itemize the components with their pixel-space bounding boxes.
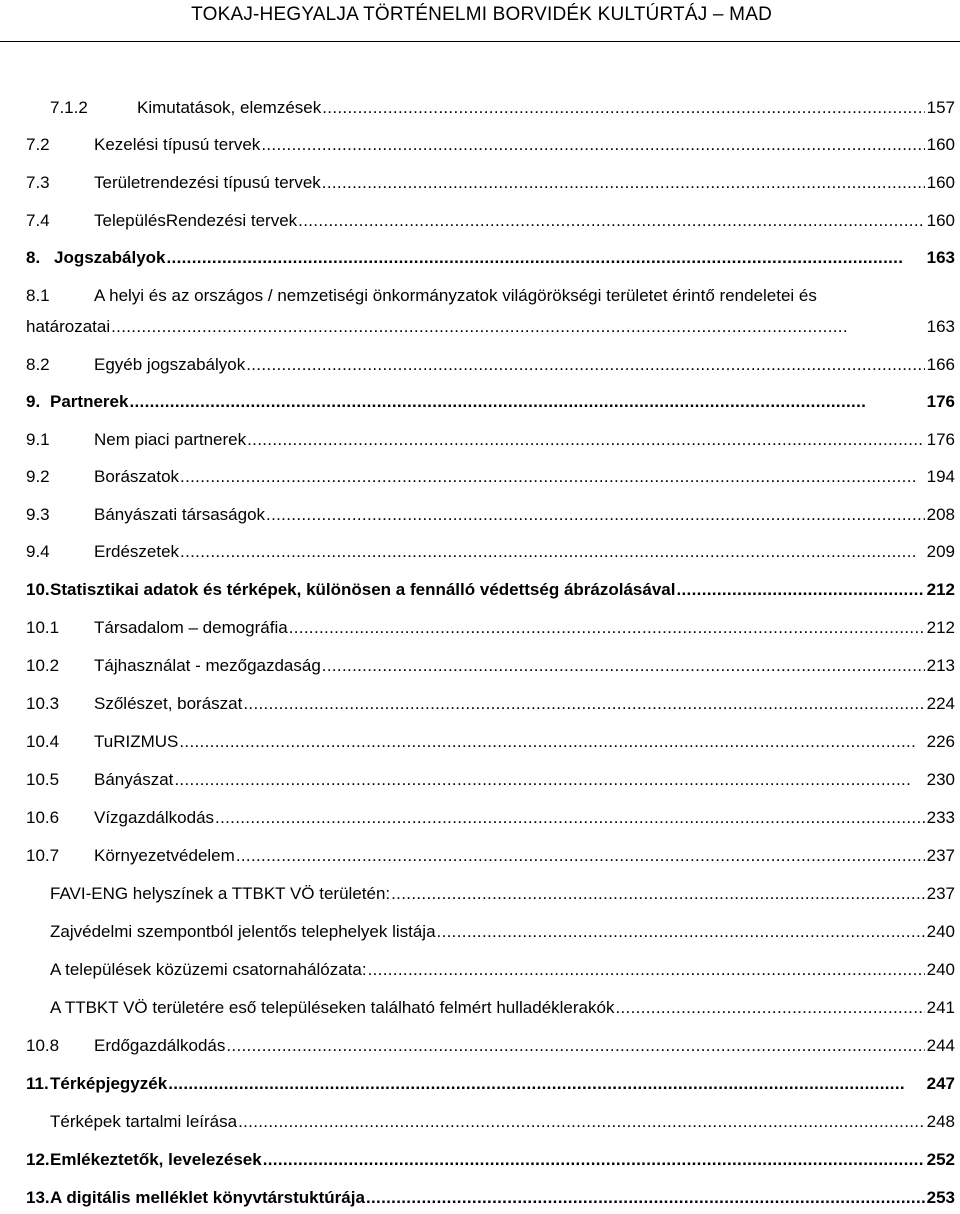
toc-entry-number: 10.	[26, 580, 50, 599]
toc-entry[interactable]	[0, 98, 960, 124]
toc-entry-title: Emlékeztetők, levelezések	[50, 1150, 262, 1169]
toc-entry-number: 8.2	[26, 355, 50, 374]
dot-leader	[322, 173, 925, 193]
toc-entry[interactable]	[0, 173, 960, 199]
toc-entry-title: Egyéb jogszabályok	[94, 355, 246, 374]
dot-leader	[226, 1036, 924, 1056]
toc-entry-page-number: 213	[926, 656, 955, 675]
page-header	[0, 0, 960, 42]
dot-leader	[298, 211, 924, 231]
toc-entry-page-number: 209	[926, 542, 955, 561]
toc-entry-number: 7.4	[26, 211, 50, 230]
toc-entry-title: Nem piaci partnerek	[94, 430, 247, 449]
toc-entry-number: 7.2	[26, 135, 50, 154]
dot-leader	[238, 1112, 925, 1132]
toc-entry-page-number: 230	[926, 770, 955, 789]
toc-entry-number: 9.4	[26, 542, 50, 561]
toc-entry[interactable]	[0, 1112, 960, 1138]
toc-entry-page-number: 176	[926, 430, 955, 449]
toc-entry-page-number: 157	[926, 98, 955, 117]
toc-entry-title: Kezelési típusú tervek	[94, 135, 261, 154]
toc-entry-number: 9.1	[26, 430, 50, 449]
toc-entry-page-number: 226	[926, 732, 955, 751]
toc-entry-page-number: 248	[926, 1112, 955, 1131]
dot-leader	[391, 884, 924, 904]
toc-entry-number: 7.3	[26, 173, 50, 192]
toc-entry-page-number: 233	[926, 808, 955, 827]
toc-entry-page-number: 212	[926, 580, 955, 599]
toc-entry[interactable]	[0, 580, 960, 606]
dot-leader	[236, 846, 925, 866]
dot-leader	[246, 355, 924, 375]
toc-entry[interactable]	[0, 505, 960, 531]
dot-leader	[179, 732, 924, 752]
dot-leader	[368, 960, 925, 980]
toc-entry-page-number: 241	[926, 998, 955, 1017]
dot-leader	[322, 98, 924, 118]
toc-entry-page-number: 166	[926, 355, 955, 374]
toc-entry[interactable]	[0, 430, 960, 456]
dot-leader	[243, 694, 924, 714]
toc-entry-title: A TTBKT VÖ területére eső településeken található felmért hulladéklerakók	[50, 998, 615, 1017]
toc-entry-title: Térképek tartalmi leírása	[50, 1112, 238, 1131]
toc-entry[interactable]	[0, 922, 960, 948]
toc-entry[interactable]	[0, 732, 960, 758]
toc-entry-page-number: 240	[926, 922, 955, 941]
toc-entry-title: Szőlészet, borászat	[94, 694, 243, 713]
toc-entry-title: A digitális melléklet könyvtárstuktúrája	[50, 1188, 365, 1207]
toc-entry[interactable]	[0, 542, 960, 568]
dot-leader	[366, 1188, 925, 1208]
dot-leader	[247, 430, 925, 450]
toc-entry-page-number: 160	[926, 211, 955, 230]
toc-entry[interactable]	[0, 998, 960, 1024]
toc-entry-title: Jogszabályok	[54, 248, 166, 267]
toc-entry-number: 11.	[26, 1074, 49, 1093]
toc-entry-page-number: 224	[926, 694, 955, 713]
toc-entry-title: Vízgazdálkodás	[94, 808, 215, 827]
dot-leader	[180, 542, 925, 562]
toc-entry-title: Társadalom – demográfia	[94, 618, 288, 637]
toc-entry-number: 8.	[26, 248, 41, 267]
dot-leader	[129, 392, 924, 412]
toc-entry-title: Erdészetek	[94, 542, 180, 561]
dot-leader	[263, 1150, 925, 1170]
toc-entry[interactable]	[0, 694, 960, 720]
toc-entry-title: Borászatok	[94, 467, 180, 486]
toc-entry-page-number: 160	[926, 173, 955, 192]
toc-entry-page-number: 208	[926, 505, 955, 524]
toc-entry-page-number: 212	[926, 618, 955, 637]
dot-leader	[168, 1074, 924, 1094]
toc-entry[interactable]	[0, 1188, 960, 1214]
toc-entry-number: 9.3	[26, 505, 50, 524]
toc-entry-title: Térképjegyzék	[50, 1074, 168, 1093]
dot-leader	[215, 808, 925, 828]
toc-entry[interactable]	[0, 317, 960, 343]
toc-entry[interactable]	[0, 846, 960, 872]
dot-leader	[322, 656, 925, 676]
toc-entry-page-number: 252	[926, 1150, 955, 1169]
toc-entry[interactable]	[0, 392, 960, 418]
toc-entry-page-number: 237	[926, 884, 955, 903]
toc-entry[interactable]	[0, 1074, 960, 1100]
toc-entry-title: A települések közüzemi csatornahálózata:	[50, 960, 367, 979]
toc-entry[interactable]	[0, 656, 960, 682]
toc-entry-title: Statisztikai adatok és térképek, különösen a fennálló védettség ábrázolásával	[50, 580, 676, 599]
toc-entry-title: Tájhasználat - mezőgazdaság	[94, 656, 321, 675]
toc-entry-title: Bányászat	[94, 770, 174, 789]
toc-entry-title: Bányászati társaságok	[94, 505, 266, 524]
toc-entry-title: TelepülésRendezési tervek	[94, 211, 298, 230]
toc-entry-number: 9.	[26, 392, 41, 411]
toc-entry-title: határozatai	[26, 317, 111, 336]
dot-leader	[111, 317, 925, 337]
toc-entry[interactable]	[0, 808, 960, 834]
toc-entry-number: 10.7	[26, 846, 60, 865]
toc-entry-page-number: 176	[926, 392, 955, 411]
dot-leader	[437, 922, 925, 942]
dot-leader	[615, 998, 924, 1018]
toc-entry-number: 7.1.2	[50, 98, 88, 117]
toc-entry-number: 10.6	[26, 808, 60, 827]
toc-entry-title: A helyi és az országos / nemzetiségi önkormányzatok világörökségi területet érintő rendeletei és	[94, 286, 817, 305]
toc-entry-page-number: 160	[926, 135, 955, 154]
toc-entry-number: 13.	[26, 1188, 50, 1207]
toc-entry[interactable]	[0, 1036, 960, 1062]
toc-entry[interactable]	[0, 467, 960, 493]
header-title: TOKAJ-HEGYALJA TÖRTÉNELMI BORVIDÉK KULTÚRTÁJ – MAD	[191, 4, 772, 25]
toc-entry-page-number: 163	[926, 248, 955, 267]
dot-leader	[167, 248, 925, 268]
toc-entry-title: Környezetvédelem	[94, 846, 235, 865]
toc-entry-title: Erdőgazdálkodás	[94, 1036, 226, 1055]
toc-entry-number: 9.2	[26, 467, 50, 486]
toc-entry[interactable]	[0, 618, 960, 644]
toc-entry[interactable]	[0, 355, 960, 381]
toc-entry-title: FAVI-ENG helyszínek a TTBKT VÖ területén:	[50, 884, 391, 903]
toc-entry[interactable]	[0, 286, 960, 312]
toc-entry-title: Partnerek	[50, 392, 129, 411]
toc-entry-page-number: 240	[926, 960, 955, 979]
toc-entry[interactable]	[0, 248, 960, 274]
toc-entry-number: 10.1	[26, 618, 60, 637]
toc-entry[interactable]	[0, 884, 960, 910]
toc-entry-title: TuRIZMUS	[94, 732, 179, 751]
toc-entry-number: 10.8	[26, 1036, 60, 1055]
dot-leader	[261, 135, 924, 155]
toc-entry[interactable]	[0, 135, 960, 161]
toc-entry-number: 10.2	[26, 656, 60, 675]
toc-entry[interactable]	[0, 960, 960, 986]
dot-leader	[180, 467, 925, 487]
toc-entry-page-number: 163	[926, 317, 955, 336]
toc-entry[interactable]	[0, 211, 960, 237]
toc-entry[interactable]	[0, 1150, 960, 1176]
toc-entry-title: Zajvédelmi szempontból jelentős telephelyek listája	[50, 922, 436, 941]
toc-entry-title: Területrendezési típusú tervek	[94, 173, 321, 192]
toc-entry-number: 8.1	[26, 286, 50, 305]
toc-entry-page-number: 244	[926, 1036, 955, 1055]
dot-leader	[289, 618, 925, 638]
toc-entry[interactable]	[0, 770, 960, 796]
toc-entry-number: 10.5	[26, 770, 60, 789]
toc-entry-page-number: 237	[926, 846, 955, 865]
toc-entry-number: 12.	[26, 1150, 50, 1169]
dot-leader	[266, 505, 925, 525]
toc-entry-number: 10.4	[26, 732, 60, 751]
toc-entry-number: 10.3	[26, 694, 60, 713]
dot-leader	[174, 770, 924, 790]
toc-entry-page-number: 194	[926, 467, 955, 486]
toc-entry-title: Kimutatások, elemzések	[137, 98, 322, 117]
dot-leader	[676, 580, 924, 600]
toc-entry-page-number: 253	[926, 1188, 955, 1207]
toc-entry-page-number: 247	[926, 1074, 955, 1093]
